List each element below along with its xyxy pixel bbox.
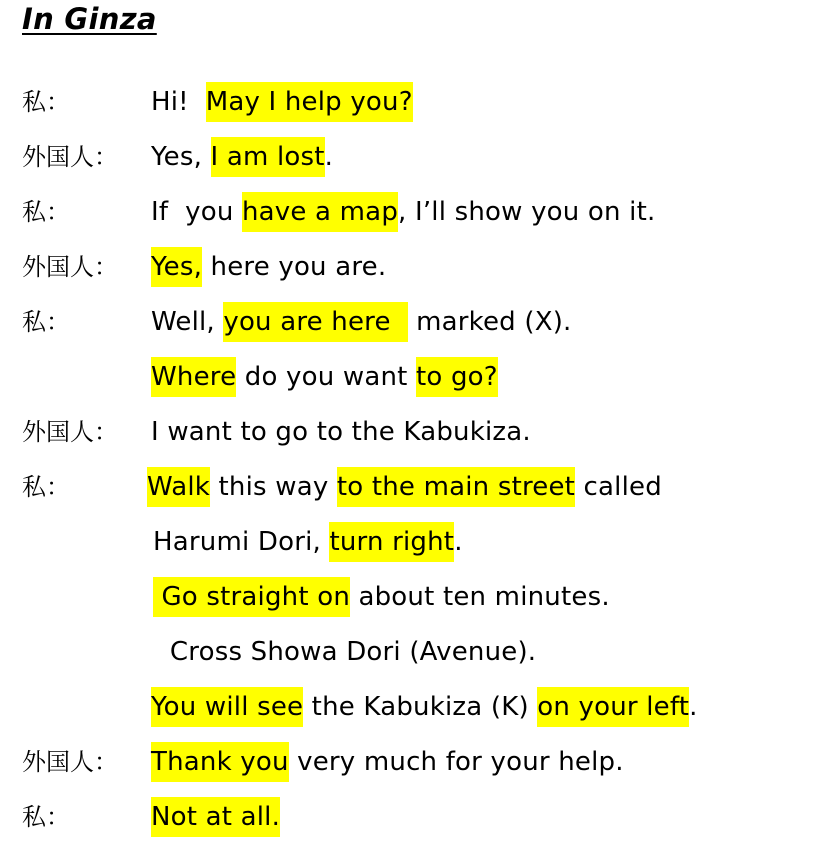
- plain-text: very much for your help.: [288, 747, 624, 777]
- dialogue-line: [151, 742, 624, 782]
- plain-text: .: [454, 527, 463, 557]
- highlighted-phrase: have a map: [242, 192, 398, 232]
- dialogue-line: [151, 82, 413, 122]
- page-title: In Ginza: [22, 2, 157, 36]
- speaker-label: 外国人：: [22, 418, 118, 446]
- plain-text: Harumi Dori,: [153, 527, 330, 557]
- dialogue-line: [151, 137, 333, 177]
- highlighted-phrase: Go straight on: [153, 577, 350, 617]
- plain-text: I want to go to the Kabukiza.: [151, 417, 531, 447]
- plain-text: Well,: [151, 307, 224, 337]
- speaker-label: 外国人：: [22, 748, 118, 776]
- dialogue-line: [151, 357, 498, 397]
- plain-text: called: [575, 472, 662, 502]
- highlighted-phrase: May I help you?: [206, 82, 413, 122]
- plain-text: marked (X).: [407, 307, 572, 337]
- dialogue-line: [151, 302, 572, 342]
- plain-text: here you are.: [202, 252, 387, 282]
- highlighted-phrase: You will see: [151, 687, 303, 727]
- plain-text: Yes,: [151, 142, 211, 172]
- dialogue-line: [153, 632, 536, 672]
- plain-text: the Kabukiza (K): [303, 692, 538, 722]
- dialogue-line: [153, 577, 610, 617]
- highlighted-phrase: Walk: [147, 467, 210, 507]
- plain-text: Hi!: [151, 87, 206, 117]
- highlighted-phrase: turn right: [329, 522, 454, 562]
- highlighted-phrase: Yes,: [151, 247, 202, 287]
- plain-text: about ten minutes.: [350, 582, 610, 612]
- plain-text: Cross Showa Dori (Avenue).: [153, 637, 537, 667]
- plain-text: .: [689, 692, 698, 722]
- highlighted-phrase: Where: [151, 357, 236, 397]
- highlighted-phrase: to the main street: [337, 467, 575, 507]
- speaker-label: 私：: [22, 308, 70, 336]
- speaker-label: 私：: [22, 198, 70, 226]
- plain-text: , I’ll show you on it.: [398, 197, 656, 227]
- plain-text: do you want: [236, 362, 417, 392]
- highlighted-phrase: I am lost: [211, 137, 325, 177]
- dialogue-line: [151, 797, 280, 837]
- speaker-label: 外国人：: [22, 253, 118, 281]
- highlighted-phrase: Thank you: [151, 742, 289, 782]
- dialogue-line: [151, 412, 531, 452]
- highlighted-phrase: on your left: [537, 687, 689, 727]
- dialogue-line: [147, 467, 662, 507]
- speaker-label: 私：: [22, 473, 70, 501]
- plain-text: .: [324, 142, 334, 172]
- plain-text: this way: [210, 472, 337, 502]
- highlighted-phrase: Not at all.: [151, 797, 280, 837]
- dialogue-line: [151, 687, 698, 727]
- dialogue-line: [151, 247, 386, 287]
- plain-text: If you: [151, 197, 242, 227]
- highlighted-phrase: to go?: [416, 357, 498, 397]
- dialogue-line: [153, 522, 463, 562]
- speaker-label: 外国人：: [22, 143, 118, 171]
- speaker-label: 私：: [22, 88, 70, 116]
- speaker-label: 私：: [22, 803, 70, 831]
- dialogue-line: [151, 192, 655, 232]
- highlighted-phrase: you are here: [223, 302, 407, 342]
